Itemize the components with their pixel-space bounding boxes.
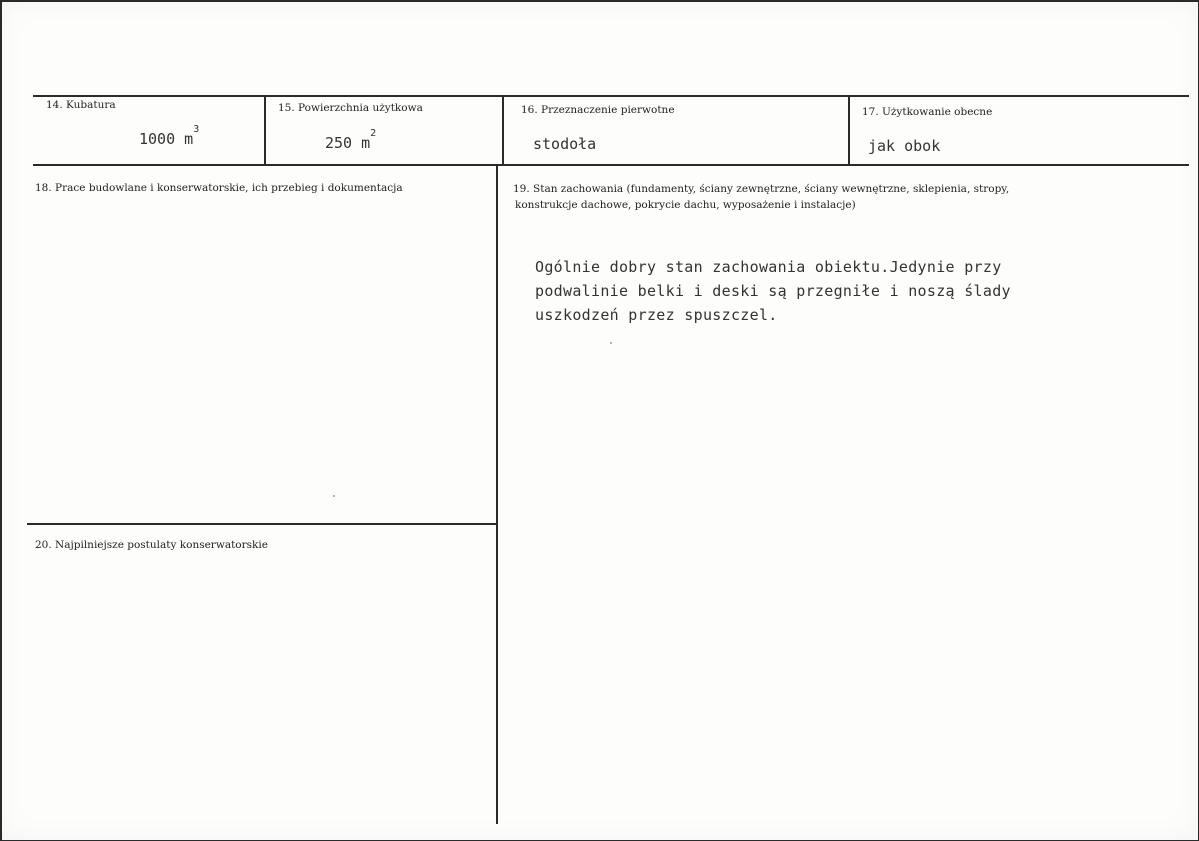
field19-text-line: podwalinie belki i deski są przegniłe i noszą ślady (535, 282, 1011, 300)
divider-15-16 (502, 95, 504, 165)
field19-label-line2: konstrukcje dachowe, pokrycie dachu, wyposażenie i instalacje) (515, 199, 856, 211)
top-rule (33, 95, 1189, 97)
field15-label: 15. Powierzchnia użytkowa (278, 102, 423, 114)
field18-bottom-rule (27, 523, 497, 525)
field17-label: 17. Użytkowanie obecne (862, 106, 993, 118)
field19-text (535, 255, 1011, 327)
field19-text-line: Ogólnie dobry stan zachowania obiektu.Jedynie przy (535, 258, 1002, 276)
field16-value: stodoła (533, 135, 597, 153)
field17-value: jak obok (868, 137, 941, 155)
paper-speck (610, 342, 612, 344)
field19-label-line1: 19. Stan zachowania (fundamenty, ściany zewnętrzne, ściany wewnętrzne, sklepienia, stropy, (513, 183, 1010, 195)
paper-speck (333, 495, 335, 497)
form-sheet (2, 2, 1198, 840)
field15-value (325, 128, 377, 152)
divider-16-17 (848, 95, 850, 165)
field15-unit-sup: 2 (370, 128, 377, 139)
row1-bottom-rule (33, 164, 1189, 166)
field15-value-text: 250 m (325, 134, 371, 152)
field14-value (139, 124, 200, 148)
field20-label: 20. Najpilniejsze postulaty konserwatorskie (35, 539, 268, 551)
main-vertical-divider (496, 164, 498, 824)
field14-unit-sup: 3 (193, 124, 200, 135)
field14-label: 14. Kubatura (46, 99, 116, 111)
field18-label: 18. Prace budowlane i konserwatorskie, ich przebieg i dokumentacja (35, 182, 403, 194)
field14-value-text: 1000 m (139, 130, 194, 148)
field16-label: 16. Przeznaczenie pierwotne (521, 104, 675, 116)
divider-14-15 (264, 95, 266, 165)
field19-text-line: uszkodzeń przez spuszczel. (535, 306, 778, 324)
